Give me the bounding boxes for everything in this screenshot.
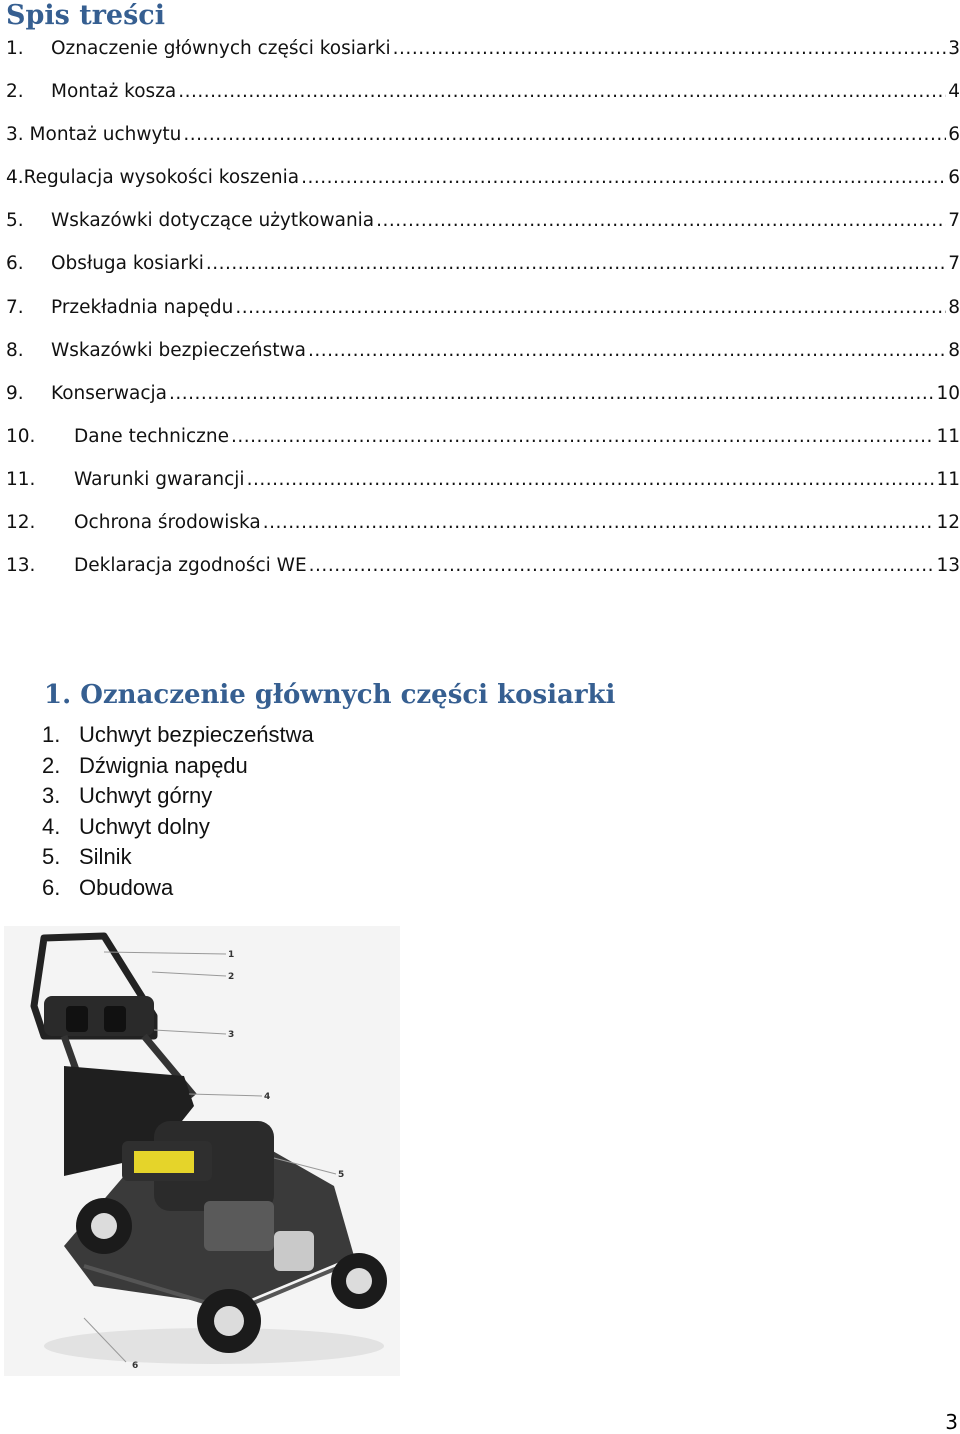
part-label: Uchwyt górny	[79, 783, 213, 809]
toc-label: Wskazówki dotyczące użytkowania	[51, 210, 375, 232]
part-label: Uchwyt bezpieczeństwa	[79, 722, 314, 747]
toc-page: 4	[948, 81, 960, 103]
toc-number: 6.	[6, 253, 24, 275]
toc-page: 8	[948, 339, 960, 361]
part-label: Dźwignia napędu	[79, 752, 248, 778]
toc-title: Spis treści	[6, 0, 166, 31]
toc-row[interactable]	[6, 555, 960, 598]
toc-label: Oznaczenie głównych części kosiarki	[51, 38, 391, 59]
toc-leader	[169, 383, 934, 404]
toc-row[interactable]	[6, 38, 960, 81]
toc-leader	[301, 167, 946, 188]
table-of-contents	[6, 38, 960, 598]
toc-page: 13	[936, 555, 960, 577]
toc-leader	[308, 340, 946, 361]
toc-row[interactable]	[6, 512, 960, 555]
toc-page: 7	[948, 210, 960, 232]
toc-number: 8.	[6, 339, 24, 361]
callout-6: 6	[132, 1361, 139, 1371]
part-number: 1.	[42, 722, 61, 747]
toc-leader	[235, 297, 946, 318]
callout-1: 1	[228, 950, 235, 960]
toc-row[interactable]	[6, 167, 960, 210]
toc-page: 11	[936, 468, 960, 490]
parts-list	[42, 720, 314, 904]
callout-3: 3	[228, 1030, 235, 1040]
part-number: 3.	[42, 783, 61, 809]
toc-leader	[178, 81, 946, 102]
toc-leader	[247, 469, 935, 490]
page-number: 3	[945, 1410, 958, 1434]
part-number: 5.	[42, 844, 61, 870]
toc-number: 9.	[6, 382, 24, 404]
toc-page: 12	[936, 512, 960, 534]
toc-page: 10	[936, 382, 960, 404]
toc-leader	[309, 555, 935, 576]
list-item	[42, 751, 314, 782]
toc-row[interactable]	[6, 297, 960, 340]
toc-row[interactable]	[6, 383, 960, 426]
toc-leader	[393, 38, 947, 59]
toc-number: 4.	[6, 167, 24, 189]
toc-leader	[231, 426, 934, 447]
toc-number: 5.	[6, 210, 24, 232]
toc-leader	[376, 210, 946, 231]
toc-number: 12.	[6, 512, 36, 534]
toc-page: 6	[948, 167, 960, 189]
toc-label: Przekładnia napędu	[51, 296, 234, 318]
toc-number: 1.	[6, 38, 24, 59]
toc-page: 11	[936, 425, 960, 447]
toc-leader	[263, 512, 935, 533]
toc-page: 3	[948, 38, 960, 59]
toc-number: 2.	[6, 81, 24, 103]
toc-row[interactable]	[6, 124, 960, 167]
toc-label: Warunki gwarancji	[74, 468, 245, 490]
toc-row[interactable]	[6, 81, 960, 124]
toc-row[interactable]	[6, 210, 960, 253]
toc-leader	[183, 124, 946, 145]
toc-row[interactable]	[6, 253, 960, 296]
part-label: Uchwyt dolny	[79, 813, 210, 839]
toc-row[interactable]	[6, 469, 960, 512]
section-title: 1. Oznaczenie głównych części kosiarki	[44, 680, 616, 710]
toc-label: Konserwacja	[51, 382, 167, 404]
toc-number: 11.	[6, 468, 36, 490]
toc-label: Dane techniczne	[74, 425, 229, 447]
part-label: Obudowa	[79, 874, 174, 900]
toc-page: 8	[948, 296, 960, 318]
toc-label: Wskazówki bezpieczeństwa	[51, 339, 306, 361]
toc-row[interactable]	[6, 426, 960, 469]
callout-2: 2	[228, 972, 235, 982]
toc-number: 10.	[6, 425, 36, 447]
toc-number: 3.	[6, 124, 24, 146]
list-item	[42, 720, 314, 751]
list-item	[42, 781, 314, 812]
toc-page: 7	[948, 253, 960, 275]
lawn-mower-illustration	[4, 926, 400, 1376]
part-label: Silnik	[79, 844, 132, 870]
list-item	[42, 842, 314, 873]
list-item	[42, 812, 314, 843]
callout-5: 5	[338, 1170, 345, 1180]
toc-label: Montaż kosza	[51, 81, 177, 103]
part-number: 4.	[42, 813, 61, 839]
lawn-mower-photo	[4, 926, 400, 1376]
toc-label: Obsługa kosiarki	[51, 253, 204, 275]
part-number: 6.	[42, 874, 61, 900]
list-item	[42, 873, 314, 904]
part-number: 2.	[42, 752, 61, 778]
toc-label: Deklaracja zgodności WE	[74, 555, 307, 577]
toc-label: Montaż uchwytu	[23, 124, 182, 146]
toc-number: 13.	[6, 555, 36, 577]
toc-page: 6	[948, 124, 960, 146]
toc-leader	[206, 253, 946, 274]
toc-label: Ochrona środowiska	[74, 512, 261, 534]
toc-label: Regulacja wysokości koszenia	[23, 167, 300, 189]
callout-4: 4	[264, 1092, 271, 1102]
toc-number: 7.	[6, 296, 24, 318]
toc-row[interactable]	[6, 340, 960, 383]
